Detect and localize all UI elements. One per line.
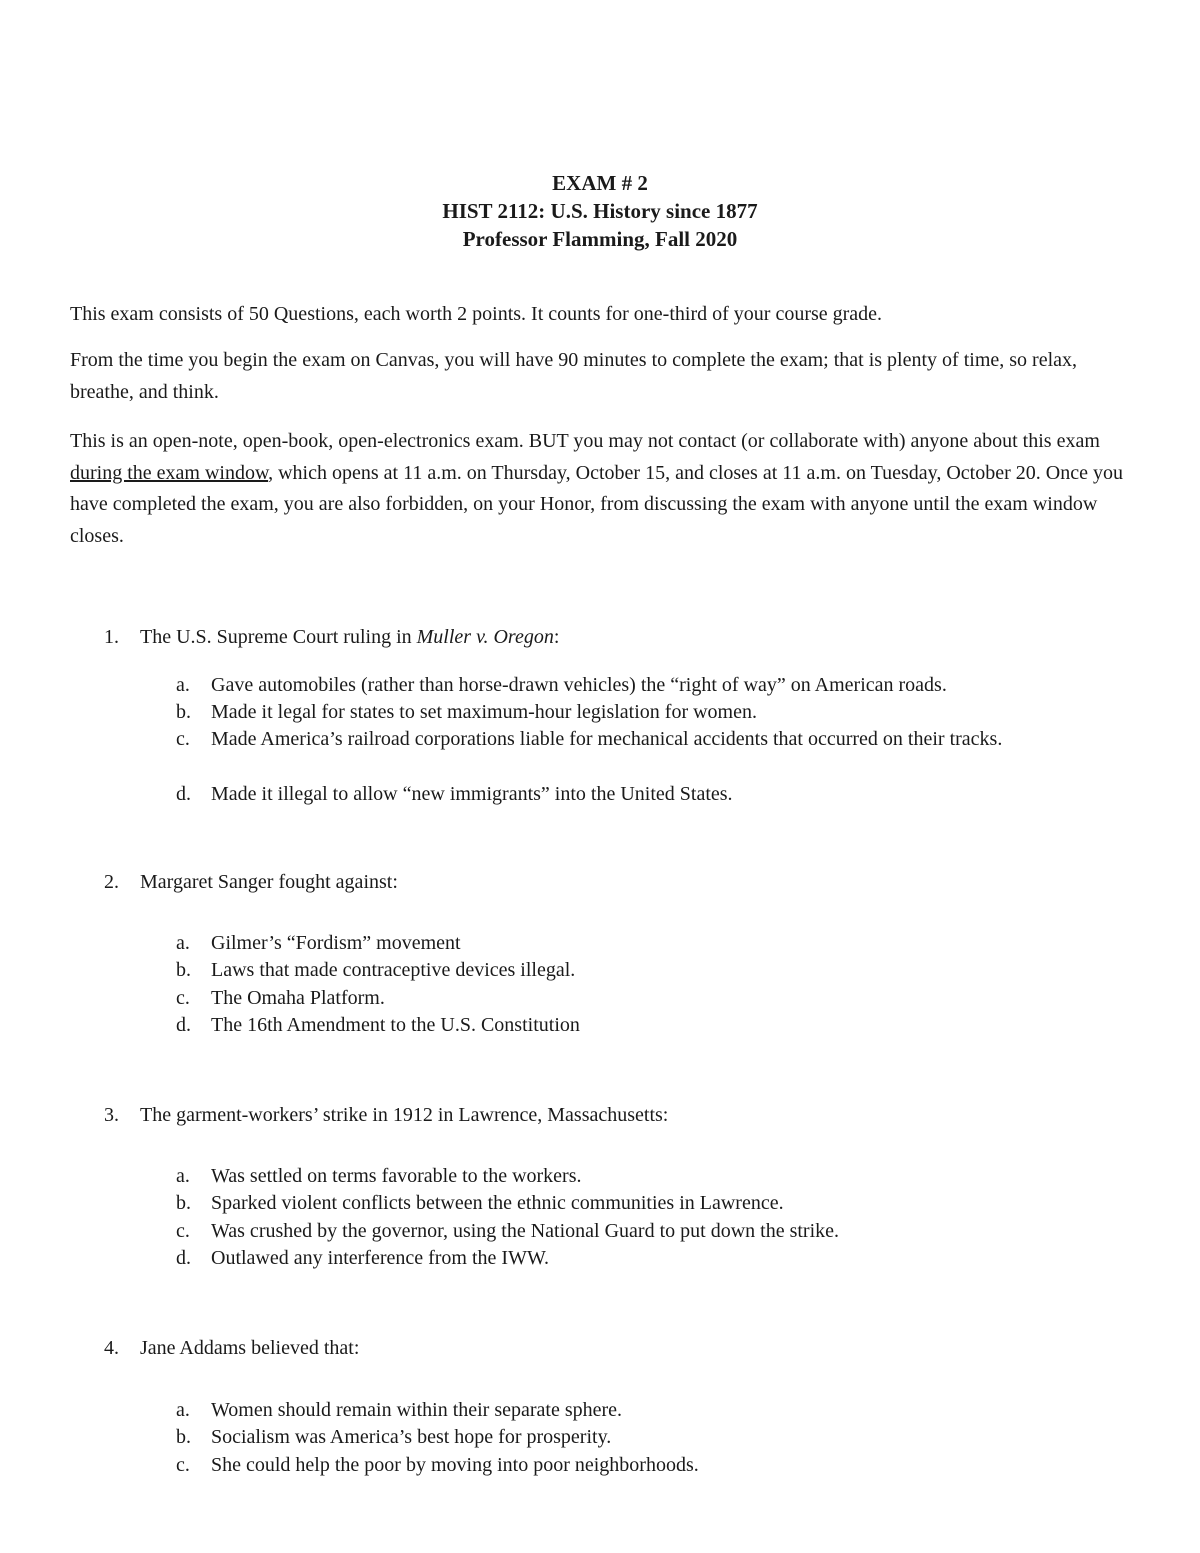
option-text: The 16th Amendment to the U.S. Constitution bbox=[211, 1014, 580, 1036]
option-text: Was settled on terms favorable to the workers. bbox=[211, 1165, 582, 1187]
option-letter: b. bbox=[176, 701, 191, 723]
option-text: Made it legal for states to set maximum-hour legislation for women. bbox=[211, 701, 757, 723]
option-text: Made America’s railroad corporations liable for mechanical accidents that occurred on their tracks. bbox=[211, 728, 1003, 750]
question-stem: Jane Addams believed that: bbox=[140, 1337, 360, 1359]
option-text: The Omaha Platform. bbox=[211, 987, 385, 1009]
question-stem: Margaret Sanger fought against: bbox=[140, 871, 398, 893]
option-letter: d. bbox=[176, 783, 191, 805]
exam-title: EXAM # 2 bbox=[552, 171, 648, 195]
question-number: 3. bbox=[104, 1104, 119, 1126]
option-letter: c. bbox=[176, 987, 190, 1009]
option-letter: c. bbox=[176, 1220, 190, 1242]
option-text: Made it illegal to allow “new immigrants” into the United States. bbox=[211, 783, 733, 805]
case-name: Muller v. Oregon bbox=[416, 626, 554, 648]
intro-p3-part-b: , which opens at 11 a.m. on Thursday, October 15, and closes at 11 a.m. on Tuesday, October 20. Once you have completed the exam, you are also forbidden, on your Honor, from discussing the exam with anyone until the exam window closes. bbox=[70, 461, 1123, 547]
intro-paragraph-1: This exam consists of 50 Questions, each worth 2 points. It counts for one-third of your course grade. bbox=[70, 303, 883, 325]
question-stem bbox=[140, 623, 559, 651]
question-number: 1. bbox=[104, 626, 119, 648]
option-text: Gilmer’s “Fordism” movement bbox=[211, 932, 461, 954]
option-letter: b. bbox=[176, 959, 191, 981]
intro-paragraph-2: From the time you begin the exam on Canvas, you will have 90 minutes to complete the exam; that is plenty of time, so relax, breathe, and think. bbox=[70, 349, 1078, 403]
intro-p3-part-a: This is an open-note, open-book, open-electronics exam. BUT you may not contact (or collaborate with) anyone about this exam bbox=[70, 430, 1100, 452]
option-text: Outlawed any interference from the IWW. bbox=[211, 1247, 549, 1269]
professor-term: Professor Flamming, Fall 2020 bbox=[462, 227, 738, 251]
option-letter: a. bbox=[176, 674, 190, 696]
option-letter: a. bbox=[176, 1165, 190, 1187]
option-letter: b. bbox=[176, 1426, 191, 1448]
exam-header bbox=[0, 169, 1200, 253]
option-text: Socialism was America’s best hope for prosperity. bbox=[211, 1426, 612, 1448]
option-text: Women should remain within their separate sphere. bbox=[211, 1399, 623, 1421]
stem-text: The U.S. Supreme Court ruling in bbox=[140, 626, 417, 648]
intro-paragraph-3 bbox=[70, 426, 1140, 552]
option-letter: d. bbox=[176, 1014, 191, 1036]
option-letter: a. bbox=[176, 932, 190, 954]
question-number: 2. bbox=[104, 871, 119, 893]
option-letter: c. bbox=[176, 728, 190, 750]
option-text: She could help the poor by moving into poor neighborhoods. bbox=[211, 1454, 699, 1476]
question-stem: The garment-workers’ strike in 1912 in Lawrence, Massachusetts: bbox=[140, 1104, 669, 1126]
option-text: Sparked violent conflicts between the ethnic communities in Lawrence. bbox=[211, 1192, 784, 1214]
option-text: Laws that made contraceptive devices illegal. bbox=[211, 959, 576, 981]
option-letter: a. bbox=[176, 1399, 190, 1421]
option-letter: c. bbox=[176, 1454, 190, 1476]
exam-window-underlined: during the exam window bbox=[70, 461, 269, 484]
question-number: 4. bbox=[104, 1337, 119, 1359]
option-text: Was crushed by the governor, using the National Guard to put down the strike. bbox=[211, 1220, 840, 1242]
course-title: HIST 2112: U.S. History since 1877 bbox=[442, 199, 758, 223]
option-letter: d. bbox=[176, 1247, 191, 1269]
option-letter: b. bbox=[176, 1192, 191, 1214]
stem-colon: : bbox=[553, 626, 560, 648]
option-text: Gave automobiles (rather than horse-drawn vehicles) the “right of way” on American roads. bbox=[211, 674, 947, 696]
